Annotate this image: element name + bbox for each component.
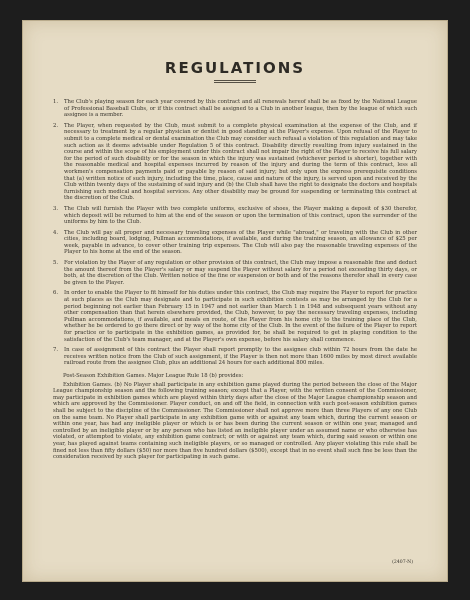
regulation-text: The Club's playing season for each year covered by this contract and all renewals hereof shall be as fixed by the National League of Professional Baseball Clubs, or if this contract shall be assigned to a Club in another league, then by the league of which such assignee is a member. [64,99,417,119]
regulation-text: The Club will furnish the Player with two complete uniforms, exclusive of shoes, the Player making a deposit of $30 therefor, which deposit will be returned to him at the end of the season or upon the termination of this contract, upon the surrender of the uniforms by him to the Club. [64,205,417,226]
regulation-4 [53,230,417,256]
regulation-6 [53,290,417,343]
regulation-number: 3. [53,205,59,212]
regulation-number: 5. [53,260,59,267]
regulation-text: In case of assignment of this contract the Player shall report promptly to the assignee club within 72 hours from the date he receives written notice from the Club of such assignment, if the Player is then not more than 1600 miles by most direct available railroad route from the assignee Club, plus an additional 24 hours for each additional 800 miles. [64,347,417,367]
regulations-body [53,99,417,461]
rule-heading: Post-Season Exhibition Games. Major League Rule 18 (b) provides: [63,372,244,379]
regulation-number: 2. [53,122,59,129]
regulation-number: 6. [53,290,59,297]
regulation-number: 4. [53,229,59,236]
rule-text: Exhibition Games. (b) No Player shall participate in any exhibition game played during the period between the close of the Major League championship season and the following training season; except that a Player, with the written consent of the Commissioner, may participate in exhibition games which are played within thirty days after the close of the Major League championship season and which are approved by the Commissioner. Player conduct, on and off the field, in connection with such post-season exhibition games shall be subject to the discipline of the Commissioner. The Commissioner shall not approve more than three Players of any one Club on the same team. No Player shall participate in any exhibition game with or against any team which, during the current season or within one year, has had any ineligible player or which is or has been during the current season or within one year, managed and controlled by an ineligible player or by any person who has listed an ineligible player under an assumed name or who otherwise has violated, or attempted to violate, any exhibition game contract; or with or against any team which, during said season or within one year, has played against teams containing such ineligible players, or so managed or controlled. Any player violating this rule shall be fined not less than fifty dollars ($50) nor more than five hundred dollars ($500), except that in no event shall such fine be less than the consideration received by such player for participating in such game. [53,381,417,461]
regulation-text: For violation by the Player of any regulation or other provision of this contract, the Club may impose a reasonable fine and deduct the amount thereof from the Player's salary or may suspend the Player without salary for a period not exceeding thirty days, or both, at the discretion of the Club. Written notice of the fine or suspension or both and of the reasons therefor shall in every case be given to the Player. [64,260,417,286]
form-number: (2407-N) [392,560,413,565]
regulation-7 [53,347,417,367]
page-title: REGULATIONS [164,59,306,77]
regulation-text: The Player, when requested by the Club, must submit to a complete physical examination at the expense of the Club, and if necessary to treatment by a regular physician or dentist in good standing at the Player's expense. Upon refusal of the Player to submit to a complete medical or dental examination the Club may consider such refusal a violation of this regulation and may take such action as it deems advisable under Regulation 5 of this contract. Disability directly resulting from injury sustained in the course and within the scope of his employment under this contract shall not impair the right of the Player to receive his full salary for the period of such disability or for the season in which the injury was sustained (whichever period is shorter), together with the reasonable medical and hospital expenses incurred by reason of the injury and during the term of this contract, less all workmen's compensation payments paid or payable by reason of said injury; but only upon the express prerequisite conditions that (a) written notice of such injury, including the time, place, cause and nature of the injury, is served upon and received by the Club within twenty days of the sustaining of said injury and (b) the Club shall have the right to designate the doctors and hospitals furnishing such medical and hospital services. Any other disability may be ground for suspending or terminating this contract at the discretion of the Club. [64,122,417,202]
regulations-page [22,20,448,582]
regulation-text: The Club will pay all proper and necessary traveling expenses of the Player while "abroad," or traveling with the Club in other cities, including board, lodging, Pullman accommodations, if available, and during the training season, an allowance of $25 per week, payable in advance, to cover other training trip expenses. The Club will also pay the reasonable traveling expenses of the Player to his home at the end of the season. [64,229,417,256]
regulation-2 [53,123,417,202]
regulation-number: 1. [53,99,59,105]
regulation-number: 7. [53,347,59,354]
regulation-3 [53,206,417,226]
regulation-1 [53,99,417,119]
title-underline [214,80,256,83]
regulation-text: In order to enable the Player to fit himself for his duties under this contract, the Club may require the Player to report for practice at such places as the Club may designate and to participate in such exhibition contests as may be arranged by the Club for a period beginning not earlier than February 15 in 1947 and not earlier than March 1 in 1948 and subsequent years without any other compensation than that herein elsewhere provided, the Club, however, to pay the necessary traveling expenses, including Pullman accommodations, if available, and meals en route, of the Player from his home city to the training place of the Club, whether he be ordered to go there direct or by way of the home city of the Club. In the event of the failure of the Player to report for practice or to participate in the exhibition games, as provided for, he shall be required to get in playing condition to the satisfaction of the Club's team manager, and at the Player's own expense, before his salary shall commence. [64,290,417,343]
regulation-5 [53,260,417,286]
